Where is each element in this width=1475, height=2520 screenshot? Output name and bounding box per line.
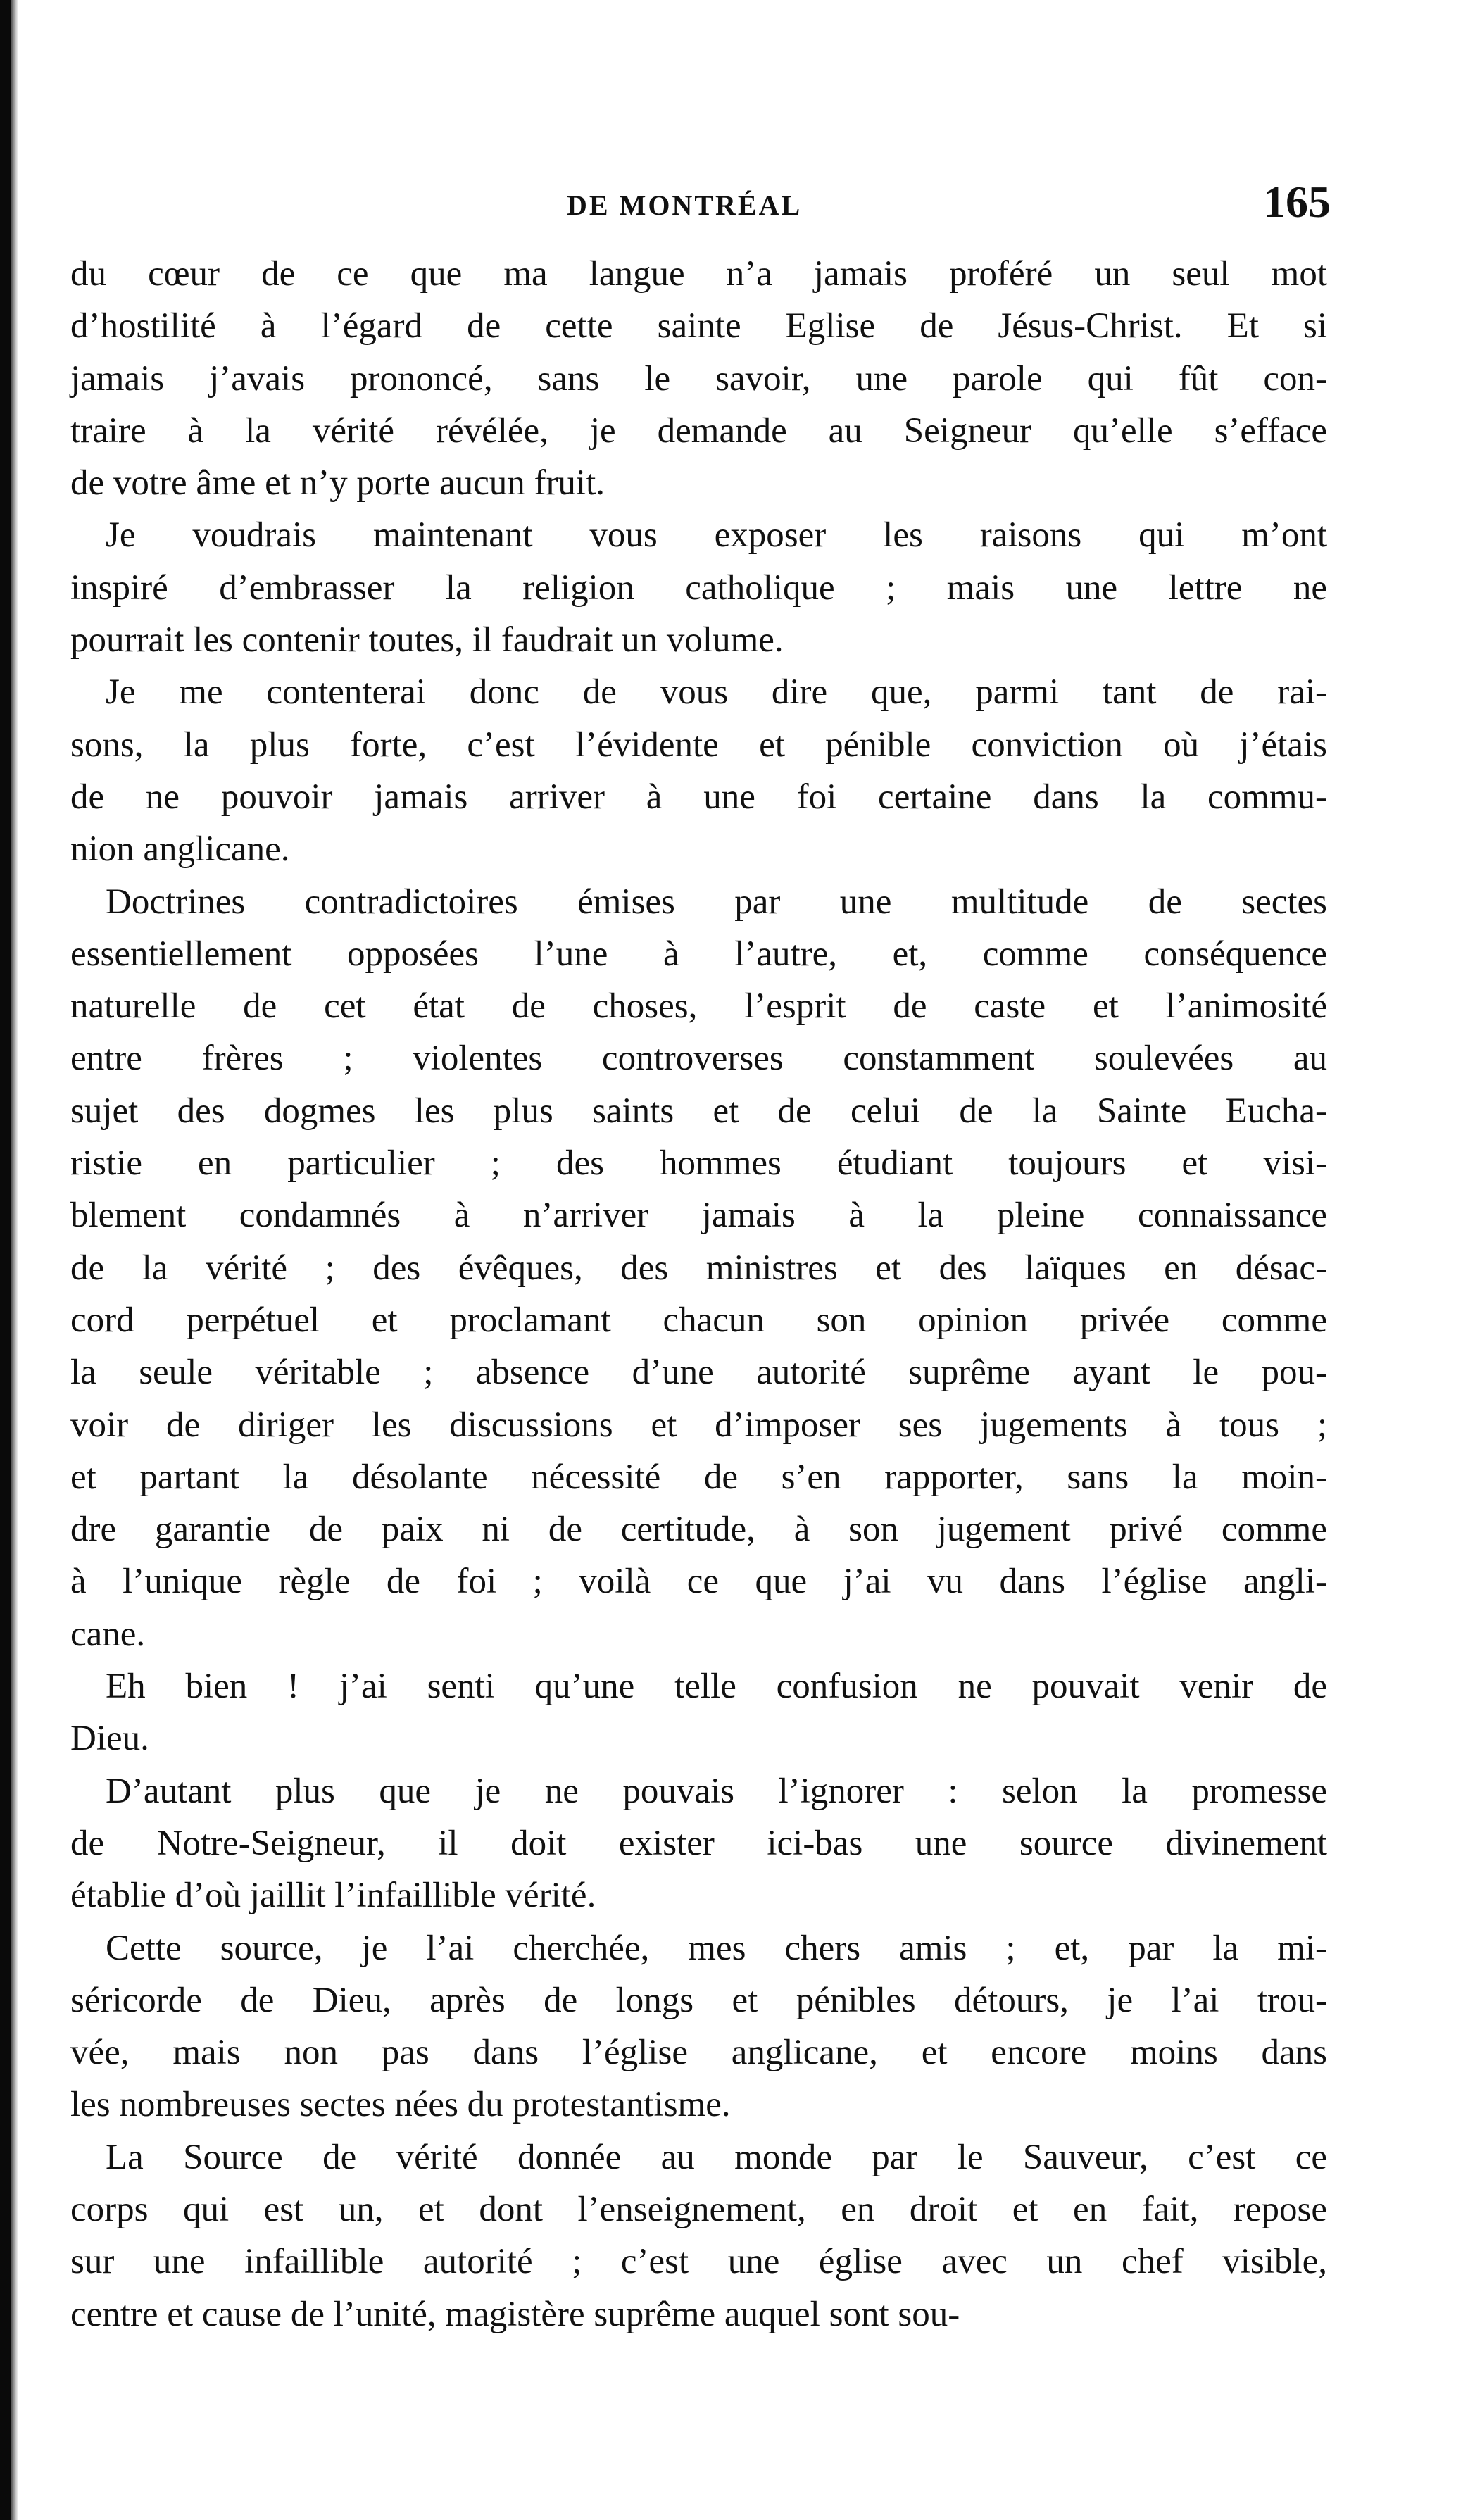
text-line: de la vérité ; des évêques, des ministres et des laïques en désac- [70, 1248, 1327, 1288]
text-line: les nombreuses sectes nées du protestantisme. [70, 2085, 731, 2125]
text-line: sur une infaillible autorité ; c’est une église avec un chef visible, [70, 2242, 1327, 2282]
page-number: 165 [1263, 177, 1331, 227]
text-line: à l’unique règle de foi ; voilà ce que j’ai vu dans l’église angli- [70, 1562, 1327, 1602]
text-line: Je voudrais maintenant vous exposer les raisons qui m’ont [106, 515, 1327, 556]
text-line: de Notre-Seigneur, il doit exister ici-bas une source divinement [70, 1823, 1327, 1863]
running-title: DE MONTRÉAL [567, 189, 803, 221]
text-line: cord perpétuel et proclamant chacun son opinion privée comme [70, 1300, 1327, 1340]
text-line: dre garantie de paix ni de certitude, à son jugement privé comme [70, 1510, 1327, 1550]
text-line: D’autant plus que je ne pouvais l’ignorer : selon la promesse [106, 1771, 1327, 1811]
text-line: Cette source, je l’ai cherchée, mes chers amis ; et, par la mi- [106, 1928, 1327, 1968]
page-binding-edge [0, 0, 11, 2520]
text-line: d’hostilité à l’égard de cette sainte Eglise de Jésus-Christ. Et si [70, 306, 1327, 346]
text-line: essentiellement opposées l’une à l’autre, et, comme conséquence [70, 934, 1327, 974]
text-line: établie d’où jaillit l’infaillible vérité. [70, 1876, 596, 1916]
text-line: la seule véritable ; absence d’une autorité suprême ayant le pou- [70, 1353, 1327, 1393]
page-binding-shadow [11, 0, 18, 2520]
running-head [70, 176, 1352, 232]
text-line: et partant la désolante nécessité de s’en rapporter, sans la moin- [70, 1457, 1327, 1497]
text-line: corps qui est un, et dont l’enseignement, en droit et en fait, repose [70, 2189, 1327, 2229]
text-line: centre et cause de l’unité, magistère suprême auquel sont sou- [70, 2294, 960, 2334]
text-line: nion anglicane. [70, 829, 290, 870]
text-line: Doctrines contradictoires émises par une multitude de sectes [106, 882, 1327, 922]
text-line: jamais j’avais prononcé, sans le savoir, une parole qui fût con- [70, 358, 1327, 399]
text-line: du cœur de ce que ma langue n’a jamais proféré un seul mot [70, 254, 1327, 294]
text-line: pourrait les contenir toutes, il faudrait un volume. [70, 620, 784, 660]
paragraph [70, 1765, 1327, 1922]
text-line: blement condamnés à n’arriver jamais à la pleine connaissance [70, 1196, 1327, 1236]
text-line: séricorde de Dieu, après de longs et pénibles détours, je l’ai trou- [70, 1980, 1327, 2020]
paragraph [70, 1922, 1327, 2131]
text-line: ristie en particulier ; des hommes étudiant toujours et visi- [70, 1143, 1327, 1184]
text-line: inspiré d’embrasser la religion catholique ; mais une lettre ne [70, 568, 1327, 608]
paragraph [70, 876, 1327, 1660]
paragraph [70, 2131, 1327, 2340]
text-line: Dieu. [70, 1719, 149, 1759]
text-line: Eh bien ! j’ai senti qu’une telle confusion ne pouvait venir de [106, 1667, 1327, 1707]
text-line: de votre âme et n’y porte aucun fruit. [70, 463, 605, 503]
text-line: Je me contenterai donc de vous dire que, parmi tant de rai- [106, 672, 1327, 713]
text-line: vée, mais non pas dans l’église anglicane, et encore moins dans [70, 2033, 1327, 2073]
text-line: traire à la vérité révélée, je demande au Seigneur qu’elle s’efface [70, 410, 1327, 451]
text-line: de ne pouvoir jamais arriver à une foi certaine dans la commu- [70, 777, 1327, 817]
paragraph [70, 248, 1327, 509]
text-line: entre frères ; violentes controverses constamment soulevées au [70, 1039, 1327, 1079]
paragraph [70, 666, 1327, 875]
body-text [70, 248, 1327, 2340]
paragraph [70, 1660, 1327, 1765]
text-line: voir de diriger les discussions et d’imposer ses jugements à tous ; [70, 1405, 1327, 1445]
text-line: naturelle de cet état de choses, l’esprit de caste et l’animosité [70, 986, 1327, 1027]
paragraph [70, 509, 1327, 666]
text-line: La Source de vérité donnée au monde par le Sauveur, c’est ce [106, 2137, 1327, 2177]
text-line: cane. [70, 1614, 146, 1654]
text-line: sujet des dogmes les plus saints et de celui de la Sainte Eucha- [70, 1091, 1327, 1131]
text-line: sons, la plus forte, c’est l’évidente et pénible conviction où j’étais [70, 725, 1327, 765]
